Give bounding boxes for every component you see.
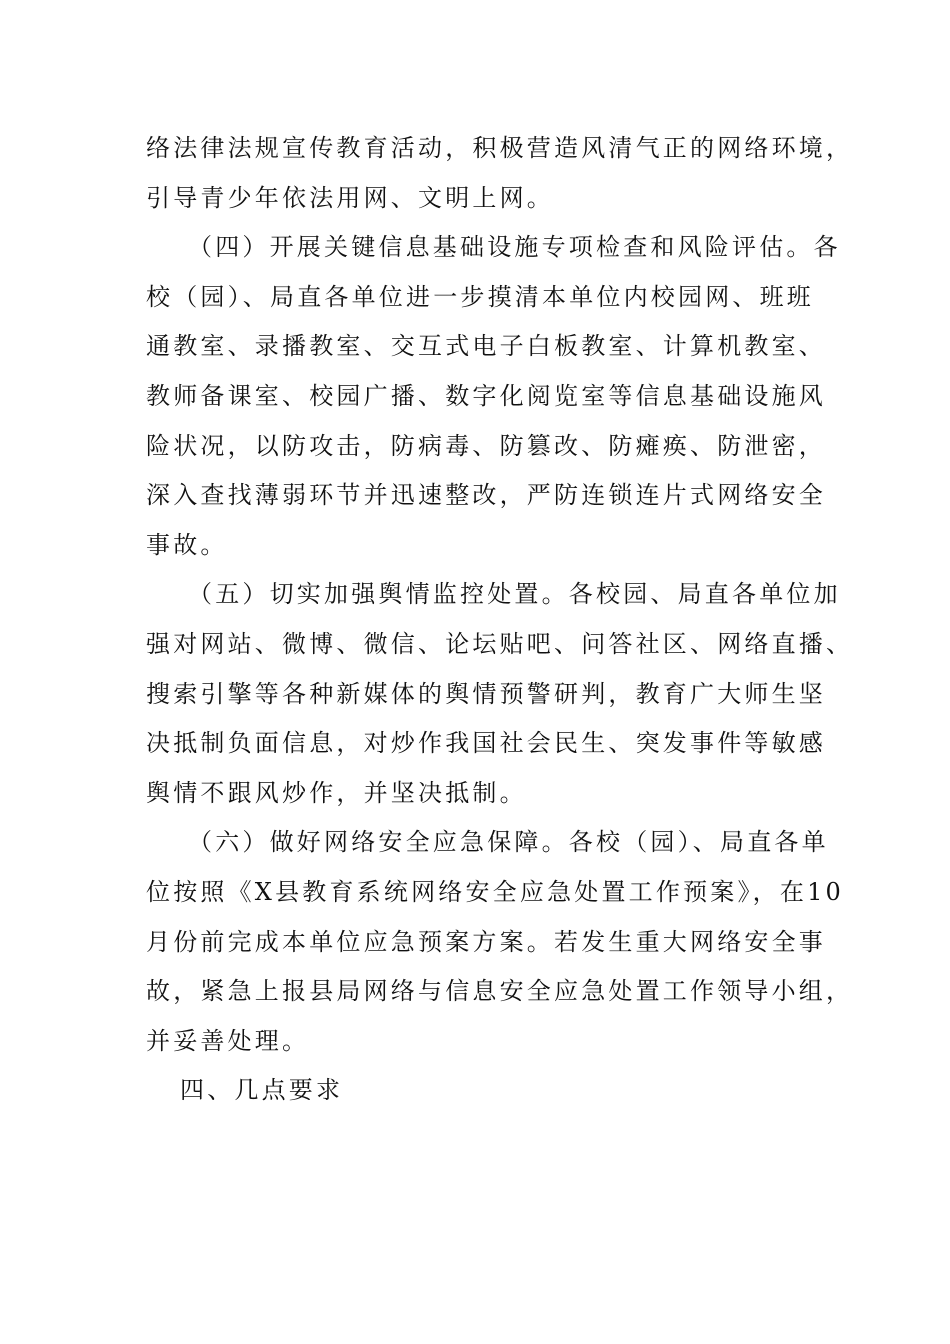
text-line: 事故。 bbox=[146, 530, 228, 559]
text-line: 险状况，以防攻击，防病毒、防篡改、防瘫痪、防泄密， bbox=[146, 431, 826, 460]
text-line: 决抵制负面信息，对炒作我国社会民生、突发事件等敏感 bbox=[146, 729, 826, 758]
text-line: 并妥善处理。 bbox=[146, 1026, 310, 1055]
text-line: （五）切实加强舆情监控处置。各校园、局直各单位加 bbox=[188, 580, 841, 609]
text-line: 故，紧急上报县局网络与信息安全应急处置工作领导小组， bbox=[146, 977, 854, 1006]
text-line: 舆情不跟风炒作，并坚决抵制。 bbox=[146, 778, 527, 807]
paragraph-continued bbox=[146, 124, 854, 223]
paragraph-item-5 bbox=[146, 570, 854, 818]
text-line: 络法律法规宣传教育活动，积极营造风清气正的网络环境， bbox=[146, 134, 854, 162]
text-line: （六）做好网络安全应急保障。各校（园）、局直各单 bbox=[188, 828, 829, 857]
text-line: 搜索引擎等各种新媒体的舆情预警研判，教育广大师生坚 bbox=[146, 679, 826, 708]
paragraph-item-4 bbox=[146, 223, 841, 570]
text-line: 月份前完成本单位应急预案方案。若发生重大网络安全事 bbox=[146, 927, 826, 956]
paragraph-item-6 bbox=[146, 818, 854, 1066]
text-line: 教师备课室、校园广播、数字化阅览室等信息基础设施风 bbox=[146, 381, 826, 410]
text-line: 通教室、录播教室、交互式电子白板教室、计算机教室、 bbox=[146, 332, 826, 361]
text-line: 深入查找薄弱环节并迅速整改，严防连锁连片式网络安全 bbox=[146, 481, 826, 510]
text-line: （四）开展关键信息基础设施专项检查和风险评估。各 bbox=[188, 233, 841, 262]
text-line: 位按照《X县教育系统网络安全应急处置工作预案》，在10 bbox=[146, 877, 845, 906]
text-line: 强对网站、微博、微信、论坛贴吧、问答社区、网络直播、 bbox=[146, 629, 854, 658]
text-line: 引导青少年依法用网、文明上网。 bbox=[146, 183, 554, 212]
section-heading bbox=[146, 1066, 816, 1116]
section-heading-text: 四、几点要求 bbox=[180, 1076, 344, 1105]
document-body bbox=[146, 124, 854, 1116]
text-line: 校（园）、局直各单位进一步摸清本单位内校园网、班班 bbox=[146, 282, 814, 311]
